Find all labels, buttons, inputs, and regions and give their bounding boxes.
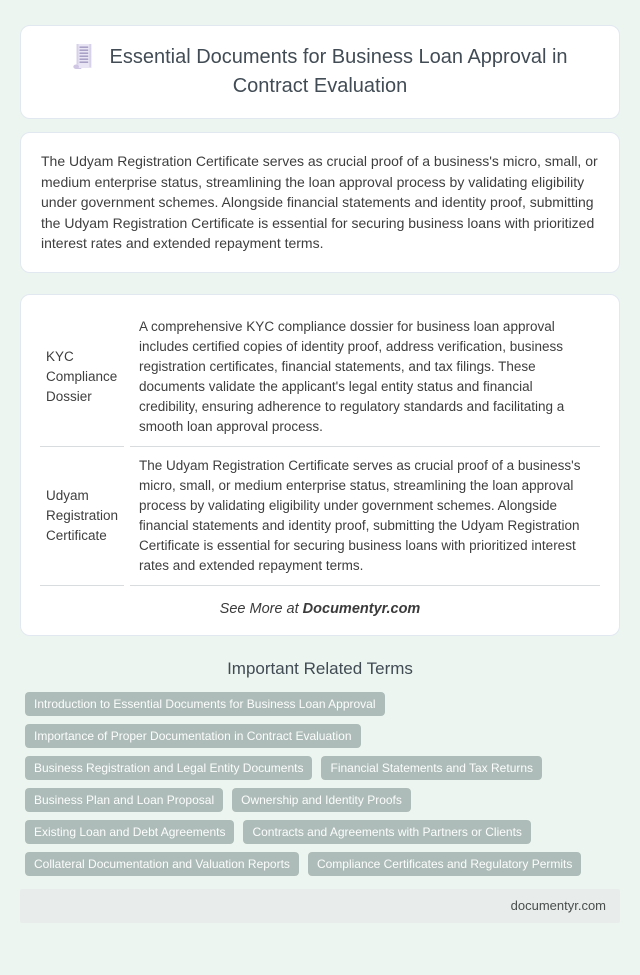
table-row [40, 447, 600, 586]
page [0, 25, 640, 941]
related-term-tag[interactable]: Existing Loan and Debt Agreements [25, 820, 234, 844]
related-term-tag[interactable]: Compliance Certificates and Regulatory Permits [308, 852, 581, 876]
related-term-tag[interactable]: Ownership and Identity Proofs [232, 788, 411, 812]
page-title-text: Essential Documents for Business Loan Approval in Contract Evaluation [109, 46, 568, 97]
documents-table-card [20, 294, 620, 636]
see-more-line [34, 601, 606, 617]
term-description-cell: A comprehensive KYC compliance dossier for business loan approval includes certified copies of identity proof, address verification, business registration certificates, financial statements, and tax filings. These documents validate the applicant's legal entity status and financial credibility, ensuring adherence to regulatory standards and facilitating a smooth loan approval process. [130, 308, 600, 447]
page-title [47, 43, 593, 101]
related-term-tag[interactable]: Introduction to Essential Documents for Business Loan Approval [25, 692, 385, 716]
related-terms-tag-list [20, 692, 620, 876]
documents-table [34, 308, 606, 586]
term-name-cell: KYC Compliance Dossier [40, 308, 124, 447]
term-name-cell: Udyam Registration Certificate [40, 447, 124, 586]
related-terms-heading: Important Related Terms [227, 658, 413, 678]
related-term-tag[interactable]: Importance of Proper Documentation in Contract Evaluation [25, 724, 361, 748]
table-row [40, 308, 600, 447]
related-term-tag[interactable]: Business Registration and Legal Entity Documents [25, 756, 312, 780]
related-term-tag[interactable]: Business Plan and Loan Proposal [25, 788, 223, 812]
related-term-tag[interactable]: Financial Statements and Tax Returns [321, 756, 542, 780]
related-term-tag[interactable]: Contracts and Agreements with Partners or Clients [243, 820, 530, 844]
related-term-tag[interactable]: Collateral Documentation and Valuation Reports [25, 852, 299, 876]
footer-bar [20, 889, 620, 923]
receipt-icon [72, 43, 94, 69]
footer-site-label: documentyr.com [510, 897, 606, 913]
title-card [20, 25, 620, 119]
see-more-brand-link[interactable]: Documentyr.com [302, 600, 421, 617]
term-description-cell: The Udyam Registration Certificate serves as crucial proof of a business's micro, small, or medium enterprise status, streamlining the loan approval process by validating eligibility under government schemes. Alongside financial statements and identity proof, submitting the Udyam Registration Certificate is essential for securing business loans with prioritized interest rates and extended repayment terms. [130, 447, 600, 586]
summary-card [20, 132, 620, 273]
see-more-prefix: See More at [219, 600, 303, 617]
summary-paragraph: The Udyam Registration Certificate serves as crucial proof of a business's micro, small, or medium enterprise status, streamlining the loan approval process by validating eligibility under government schemes. Alongside financial statements and identity proof, submitting the Udyam Registration Certificate is essential for securing business loans with prioritized interest rates and extended repayment terms. [41, 153, 598, 251]
